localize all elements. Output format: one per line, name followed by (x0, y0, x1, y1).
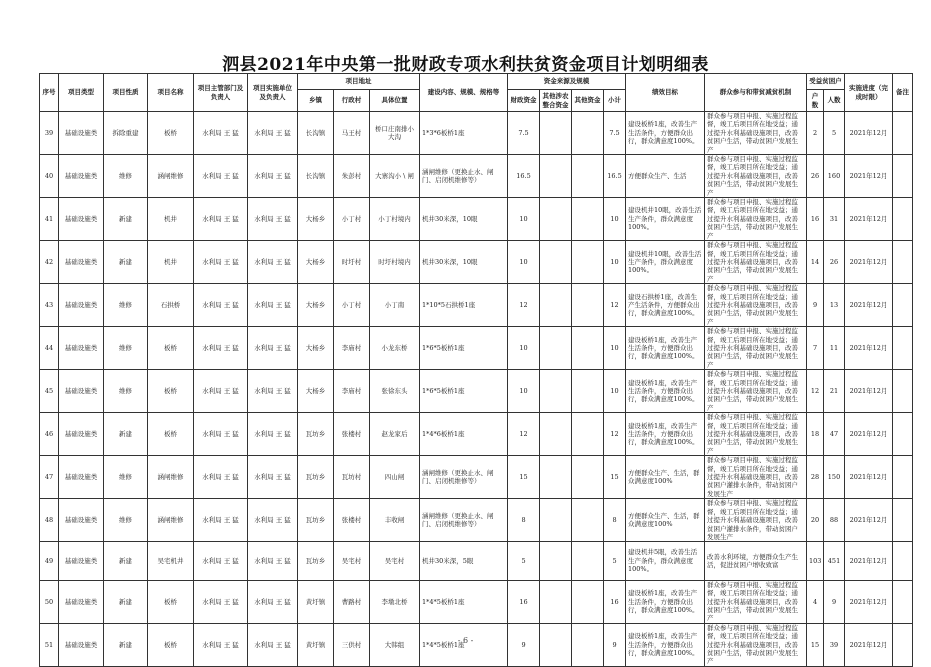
cell-persons: 13 (824, 284, 845, 327)
cell-name: 机井 (148, 198, 194, 241)
cell-content: 涵闸维修（更换止水、闸门、启闭机维修等） (420, 456, 508, 499)
cell-type: 基础设施类 (59, 499, 104, 542)
cell-schedule: 2021年12月 (845, 284, 893, 327)
cell-content: 机井30米深，10眼 (420, 241, 508, 284)
cell-town: 瓦坊乡 (298, 456, 334, 499)
cell-other (572, 370, 604, 413)
cell-mech: 群众参与项目申报、实施过程监督，竣工后项目所在地受益；通过提升水利基础设施项目，改善贫困户生活，带动贫困户发展生产 (705, 327, 807, 370)
cell-place: 小丁南 (370, 284, 420, 327)
cell-persons: 9 (824, 580, 845, 623)
cell-schedule: 2021年12月 (845, 241, 893, 284)
cell-name: 石拱桥 (148, 284, 194, 327)
cell-other-int (540, 155, 572, 198)
header-mech: 群众参与和带贫减贫机制 (705, 74, 807, 112)
cell-remark (893, 112, 913, 155)
cell-schedule: 2021年12月 (845, 623, 893, 666)
cell-nature: 维修 (104, 499, 148, 542)
cell-type: 基础设施类 (59, 580, 104, 623)
cell-seq: 46 (40, 413, 59, 456)
header-households: 户数 (807, 90, 824, 112)
cell-goal: 建设板桥1座，改善生产生活条件，方便群众出行，群众满意度100%。 (626, 580, 705, 623)
cell-place: 大韩组 (370, 623, 420, 666)
header-town: 乡镇 (298, 90, 334, 112)
cell-nature: 维修 (104, 155, 148, 198)
cell-village: 瓦坊村 (334, 456, 370, 499)
header-other-int: 其他涉农整合资金 (540, 90, 572, 112)
cell-village: 吴宅村 (334, 542, 370, 580)
cell-dept: 水利局 王 猛 (194, 370, 248, 413)
cell-place: 李墩北桥 (370, 580, 420, 623)
cell-fin: 10 (508, 327, 540, 370)
cell-content: 涵闸维修（更换止水、闸门、启闭机维修等） (420, 499, 508, 542)
cell-persons: 26 (824, 241, 845, 284)
cell-dept: 水利局 王 猛 (194, 241, 248, 284)
cell-village: 张楼村 (334, 499, 370, 542)
cell-place: 小丁村境内 (370, 198, 420, 241)
cell-content: 1*4*6板桥1座 (420, 413, 508, 456)
cell-name: 板桥 (148, 112, 194, 155)
header-subtotal: 小计 (604, 90, 626, 112)
cell-subtotal: 7.5 (604, 112, 626, 155)
cell-nature: 维修 (104, 284, 148, 327)
cell-mech: 群众参与项目申报、实施过程监督，竣工后项目所在地受益；通过提升水利基础设施项目，改善贫困户生活，带动贫困户发展生产 (705, 284, 807, 327)
cell-content: 涵闸维修（更换止水、闸门、启闭机维修等） (420, 155, 508, 198)
cell-fin: 12 (508, 284, 540, 327)
cell-fin: 10 (508, 370, 540, 413)
cell-other-int (540, 370, 572, 413)
cell-other (572, 542, 604, 580)
cell-town: 大杨乡 (298, 327, 334, 370)
cell-town: 大杨乡 (298, 198, 334, 241)
table-row (40, 327, 913, 370)
cell-subtotal: 15 (604, 456, 626, 499)
cell-other (572, 580, 604, 623)
cell-persons: 21 (824, 370, 845, 413)
cell-households: 18 (807, 413, 824, 456)
cell-unit: 水利局 王 猛 (248, 413, 298, 456)
cell-subtotal: 10 (604, 241, 626, 284)
header-goal: 绩效目标 (626, 74, 705, 112)
cell-content: 1*6*5板桥1座 (420, 370, 508, 413)
project-table (39, 73, 913, 667)
cell-households: 20 (807, 499, 824, 542)
cell-persons: 11 (824, 327, 845, 370)
cell-unit: 水利局 王 猛 (248, 112, 298, 155)
cell-persons: 160 (824, 155, 845, 198)
cell-other (572, 155, 604, 198)
cell-type: 基础设施类 (59, 241, 104, 284)
cell-schedule: 2021年12月 (845, 499, 893, 542)
cell-goal: 建设板桥1座，改善生产生活条件，方便群众出行，群众满意度100%。 (626, 413, 705, 456)
cell-households: 16 (807, 198, 824, 241)
cell-goal: 建设机井10眼，改善生活生产条件，群众满意度100%。 (626, 198, 705, 241)
cell-unit: 水利局 王 猛 (248, 456, 298, 499)
cell-other (572, 112, 604, 155)
cell-seq: 39 (40, 112, 59, 155)
cell-other-int (540, 413, 572, 456)
cell-households: 7 (807, 327, 824, 370)
cell-content: 机井30米深，5眼 (420, 542, 508, 580)
header-other: 其他资金 (572, 90, 604, 112)
cell-subtotal: 5 (604, 542, 626, 580)
cell-type: 基础设施类 (59, 456, 104, 499)
table-row (40, 456, 913, 499)
table-row (40, 580, 913, 623)
cell-fin: 16 (508, 580, 540, 623)
cell-other (572, 456, 604, 499)
cell-remark (893, 499, 913, 542)
cell-name: 板桥 (148, 580, 194, 623)
cell-other (572, 241, 604, 284)
cell-dept: 水利局 王 猛 (194, 413, 248, 456)
cell-remark (893, 284, 913, 327)
cell-village: 曹路村 (334, 580, 370, 623)
cell-town: 瓦坊乡 (298, 542, 334, 580)
cell-town: 长沟镇 (298, 112, 334, 155)
cell-remark (893, 241, 913, 284)
cell-other-int (540, 284, 572, 327)
cell-name: 吴宅机井 (148, 542, 194, 580)
cell-unit: 水利局 王 猛 (248, 284, 298, 327)
cell-type: 基础设施类 (59, 327, 104, 370)
cell-households: 28 (807, 456, 824, 499)
cell-village: 李庙村 (334, 327, 370, 370)
cell-mech: 群众参与项目申报、实施过程监督，竣工后项目所在地受益；通过提升水利基础设施项目，改善贫困户生活，带动贫困户发展生产 (705, 198, 807, 241)
cell-households: 2 (807, 112, 824, 155)
cell-name: 板桥 (148, 413, 194, 456)
cell-dept: 水利局 王 猛 (194, 580, 248, 623)
header-name: 项目名称 (148, 74, 194, 112)
cell-seq: 49 (40, 542, 59, 580)
cell-persons: 47 (824, 413, 845, 456)
cell-dept: 水利局 王 猛 (194, 327, 248, 370)
cell-seq: 51 (40, 623, 59, 666)
cell-nature: 新建 (104, 241, 148, 284)
cell-mech: 群众参与项目申报、实施过程监督，竣工后项目所在地受益；通过提升水利基础设施项目，改善贫困户生活，带动贫困户发展生产 (705, 241, 807, 284)
cell-content: 1*4*5板桥1座 (420, 580, 508, 623)
cell-type: 基础设施类 (59, 623, 104, 666)
cell-households: 4 (807, 580, 824, 623)
cell-other-int (540, 542, 572, 580)
cell-remark (893, 370, 913, 413)
table-row (40, 542, 913, 580)
cell-other (572, 499, 604, 542)
cell-nature: 新建 (104, 413, 148, 456)
cell-fin: 7.5 (508, 112, 540, 155)
cell-mech: 群众参与项目申报、实施过程监督，竣工后项目所在地受益；通过提升水利基础设施项目，改善贫困户生活，带动贫困户发展生产 (705, 155, 807, 198)
cell-other-int (540, 580, 572, 623)
cell-other-int (540, 499, 572, 542)
cell-other (572, 284, 604, 327)
cell-dept: 水利局 王 猛 (194, 198, 248, 241)
cell-content: 1*6*5板桥1座 (420, 327, 508, 370)
cell-nature: 维修 (104, 370, 148, 413)
table-row (40, 155, 913, 198)
cell-seq: 48 (40, 499, 59, 542)
cell-persons: 88 (824, 499, 845, 542)
cell-name: 机井 (148, 241, 194, 284)
cell-other (572, 327, 604, 370)
cell-goal: 方便群众生产、生活，群众满意度100% (626, 499, 705, 542)
cell-name: 涵闸维修 (148, 456, 194, 499)
page-number: - 6 - (457, 636, 474, 645)
cell-goal: 方便群众生产、生活 (626, 155, 705, 198)
cell-goal: 方便群众生产、生活，群众满意度100% (626, 456, 705, 499)
header-persons: 人数 (824, 90, 845, 112)
table-row (40, 112, 913, 155)
cell-name: 板桥 (148, 327, 194, 370)
page-title: 泗县2021年中央第一批财政专项水利扶贫资金项目计划明细表 (222, 55, 709, 75)
cell-name: 板桥 (148, 370, 194, 413)
header-remark: 备注 (893, 74, 913, 112)
cell-fin: 10 (508, 198, 540, 241)
cell-dept: 水利局 王 猛 (194, 456, 248, 499)
cell-mech: 群众参与项目申报、实施过程监督，竣工后项目所在地受益；通过提升水利基础设施项目，改善贫困户生活，带动贫困户发展生产 (705, 413, 807, 456)
cell-remark (893, 155, 913, 198)
cell-other (572, 198, 604, 241)
cell-type: 基础设施类 (59, 112, 104, 155)
cell-place: 赵龙家后 (370, 413, 420, 456)
cell-persons: 5 (824, 112, 845, 155)
cell-goal: 建设板桥1座，改善生产生活条件，方便群众出行，群众满意度100%。 (626, 327, 705, 370)
cell-goal: 建设板桥1座，改善生产生活条件，方便群众出行，群众满意度100%。 (626, 112, 705, 155)
header-type: 项目类型 (59, 74, 104, 112)
cell-other-int (540, 327, 572, 370)
cell-subtotal: 8 (604, 499, 626, 542)
cell-nature: 维修 (104, 456, 148, 499)
cell-seq: 43 (40, 284, 59, 327)
cell-goal: 建设机井10眼，改善生活生产条件，群众满意度100%。 (626, 241, 705, 284)
cell-place: 张徐东头 (370, 370, 420, 413)
cell-subtotal: 16 (604, 580, 626, 623)
cell-place: 时圩村境内 (370, 241, 420, 284)
cell-seq: 45 (40, 370, 59, 413)
header-dept: 项目主管部门及负责人 (194, 74, 248, 112)
cell-schedule: 2021年12月 (845, 413, 893, 456)
header-funds: 资金来源及规模 (508, 74, 626, 90)
cell-mech: 群众参与项目申报、实施过程监督，竣工后项目所在地受益；通过提升水利基础设施项目，改善贫困户生活，带动贫困户发展生产 (705, 112, 807, 155)
cell-persons: 150 (824, 456, 845, 499)
cell-mech: 群众参与项目申报、实施过程监督，竣工后项目所在地受益；通过提升水利基础设施项目，改善贫困户灌排水条件，带动贫困户发展生产 (705, 499, 807, 542)
cell-subtotal: 12 (604, 413, 626, 456)
cell-content: 1*3*6板桥1座 (420, 112, 508, 155)
cell-subtotal: 10 (604, 198, 626, 241)
cell-seq: 50 (40, 580, 59, 623)
cell-seq: 47 (40, 456, 59, 499)
cell-schedule: 2021年12月 (845, 112, 893, 155)
cell-type: 基础设施类 (59, 413, 104, 456)
cell-town: 大杨乡 (298, 370, 334, 413)
cell-fin: 8 (508, 499, 540, 542)
cell-remark (893, 413, 913, 456)
cell-place: 吴宅村 (370, 542, 420, 580)
cell-fin: 5 (508, 542, 540, 580)
cell-schedule: 2021年12月 (845, 198, 893, 241)
cell-town: 瓦坊乡 (298, 499, 334, 542)
cell-place: 桥口庄南排小大沟 (370, 112, 420, 155)
cell-mech: 群众参与项目申报、实施过程监督，竣工后项目所在地受益；通过提升水利基础设施项目，改善贫困户灌排水条件，带动贫困户发展生产 (705, 456, 807, 499)
header-location: 项目地址 (298, 74, 420, 90)
cell-subtotal: 16.5 (604, 155, 626, 198)
cell-town: 黄圩镇 (298, 580, 334, 623)
cell-village: 朱彭村 (334, 155, 370, 198)
cell-mech: 群众参与项目申报、实施过程监督，竣工后项目所在地受益；通过提升水利基础设施项目，改善贫困户生活，带动贫困户发展生产 (705, 370, 807, 413)
cell-mech: 群众参与项目申报、实施过程监督，竣工后项目所在地受益；通过提升水利基础设施项目，改善贫困户生活，带动贫困户发展生产 (705, 623, 807, 666)
cell-village: 马王村 (334, 112, 370, 155)
cell-type: 基础设施类 (59, 370, 104, 413)
cell-type: 基础设施类 (59, 284, 104, 327)
header-fin: 财政资金 (508, 90, 540, 112)
cell-town: 大杨乡 (298, 284, 334, 327)
cell-dept: 水利局 王 猛 (194, 284, 248, 327)
cell-other-int (540, 112, 572, 155)
cell-schedule: 2021年12月 (845, 456, 893, 499)
header-schedule: 实施进度（完成时限） (845, 74, 893, 112)
header-seq: 序号 (40, 74, 59, 112)
cell-type: 基础设施类 (59, 542, 104, 580)
cell-name: 板桥 (148, 623, 194, 666)
cell-subtotal: 12 (604, 284, 626, 327)
cell-households: 103 (807, 542, 824, 580)
cell-town: 黄圩镇 (298, 623, 334, 666)
cell-place: 丰收闸 (370, 499, 420, 542)
header-nature: 项目性质 (104, 74, 148, 112)
cell-nature: 新建 (104, 542, 148, 580)
cell-other-int (540, 198, 572, 241)
cell-mech: 改善水利环境，方便群众生产生活，促进贫困户增收致富 (705, 542, 807, 580)
cell-content: 1*10*5石拱桥1座 (420, 284, 508, 327)
cell-subtotal: 9 (604, 623, 626, 666)
cell-households: 26 (807, 155, 824, 198)
cell-name: 涵闸维修 (148, 499, 194, 542)
cell-nature: 维修 (104, 327, 148, 370)
cell-remark (893, 580, 913, 623)
cell-town: 长沟镇 (298, 155, 334, 198)
cell-dept: 水利局 王 猛 (194, 542, 248, 580)
cell-village: 张楼村 (334, 413, 370, 456)
header-content: 建设内容、规模、规格等 (420, 74, 508, 112)
cell-other-int (540, 241, 572, 284)
header-place: 具体位置 (370, 90, 420, 112)
cell-nature: 拆除重建 (104, 112, 148, 155)
cell-dept: 水利局 王 猛 (194, 623, 248, 666)
cell-town: 大杨乡 (298, 241, 334, 284)
cell-unit: 水利局 王 猛 (248, 580, 298, 623)
cell-remark (893, 198, 913, 241)
cell-village: 时圩村 (334, 241, 370, 284)
cell-subtotal: 10 (604, 370, 626, 413)
cell-schedule: 2021年12月 (845, 580, 893, 623)
cell-fin: 9 (508, 623, 540, 666)
cell-nature: 新建 (104, 198, 148, 241)
cell-persons: 31 (824, 198, 845, 241)
cell-schedule: 2021年12月 (845, 327, 893, 370)
header-unit: 项目实施单位及负责人 (248, 74, 298, 112)
cell-persons: 39 (824, 623, 845, 666)
table-row (40, 499, 913, 542)
cell-goal: 建设板桥1座，改善生产生活条件，方便群众出行，群众满意度100%。 (626, 370, 705, 413)
cell-unit: 水利局 王 猛 (248, 370, 298, 413)
cell-other (572, 413, 604, 456)
cell-households: 15 (807, 623, 824, 666)
cell-dept: 水利局 王 猛 (194, 155, 248, 198)
cell-place: 四山闸 (370, 456, 420, 499)
cell-village: 小丁村 (334, 198, 370, 241)
cell-village: 小丁村 (334, 284, 370, 327)
cell-dept: 水利局 王 猛 (194, 112, 248, 155)
cell-households: 12 (807, 370, 824, 413)
cell-name: 涵闸维修 (148, 155, 194, 198)
table-row (40, 241, 913, 284)
cell-unit: 水利局 王 猛 (248, 623, 298, 666)
cell-subtotal: 10 (604, 327, 626, 370)
table-row (40, 413, 913, 456)
cell-households: 14 (807, 241, 824, 284)
cell-village: 李庙村 (334, 370, 370, 413)
cell-other-int (540, 456, 572, 499)
cell-place: 小龙东桥 (370, 327, 420, 370)
cell-fin: 15 (508, 456, 540, 499)
cell-schedule: 2021年12月 (845, 542, 893, 580)
cell-nature: 新建 (104, 623, 148, 666)
cell-remark (893, 327, 913, 370)
cell-schedule: 2021年12月 (845, 155, 893, 198)
cell-goal: 建设石拱桥1座，改善生产生活条件，方便群众出行，群众满意度100%。 (626, 284, 705, 327)
cell-unit: 水利局 王 猛 (248, 542, 298, 580)
cell-persons: 451 (824, 542, 845, 580)
table-row (40, 284, 913, 327)
cell-nature: 新建 (104, 580, 148, 623)
table-row (40, 198, 913, 241)
cell-type: 基础设施类 (59, 155, 104, 198)
cell-unit: 水利局 王 猛 (248, 198, 298, 241)
cell-seq: 40 (40, 155, 59, 198)
cell-goal: 建设机井5眼，改善生活生产条件，群众满意度100%。 (626, 542, 705, 580)
cell-unit: 水利局 王 猛 (248, 327, 298, 370)
cell-content: 1*4*5板桥1座 (420, 623, 508, 666)
cell-fin: 16.5 (508, 155, 540, 198)
cell-place: 大寨沟小 \ 闸 (370, 155, 420, 198)
cell-dept: 水利局 王 猛 (194, 499, 248, 542)
cell-unit: 水利局 王 猛 (248, 155, 298, 198)
cell-households: 9 (807, 284, 824, 327)
cell-unit: 水利局 王 猛 (248, 499, 298, 542)
cell-type: 基础设施类 (59, 198, 104, 241)
cell-unit: 水利局 王 猛 (248, 241, 298, 284)
cell-fin: 10 (508, 241, 540, 284)
cell-town: 瓦坊乡 (298, 413, 334, 456)
cell-fin: 12 (508, 413, 540, 456)
cell-seq: 42 (40, 241, 59, 284)
header-poor: 受益贫困户 (807, 74, 845, 90)
cell-mech: 群众参与项目申报、实施过程监督，竣工后项目所在地受益；通过提升水利基础设施项目，改善贫困户生活，带动贫困户发展生产 (705, 580, 807, 623)
cell-remark (893, 456, 913, 499)
cell-village: 三供村 (334, 623, 370, 666)
cell-seq: 44 (40, 327, 59, 370)
cell-remark (893, 542, 913, 580)
cell-goal: 建设板桥1座，改善生产生活条件，方便群众出行，群众满意度100%。 (626, 623, 705, 666)
table-row (40, 370, 913, 413)
cell-content: 机井30米深，10眼 (420, 198, 508, 241)
cell-schedule: 2021年12月 (845, 370, 893, 413)
cell-seq: 41 (40, 198, 59, 241)
header-village: 行政村 (334, 90, 370, 112)
